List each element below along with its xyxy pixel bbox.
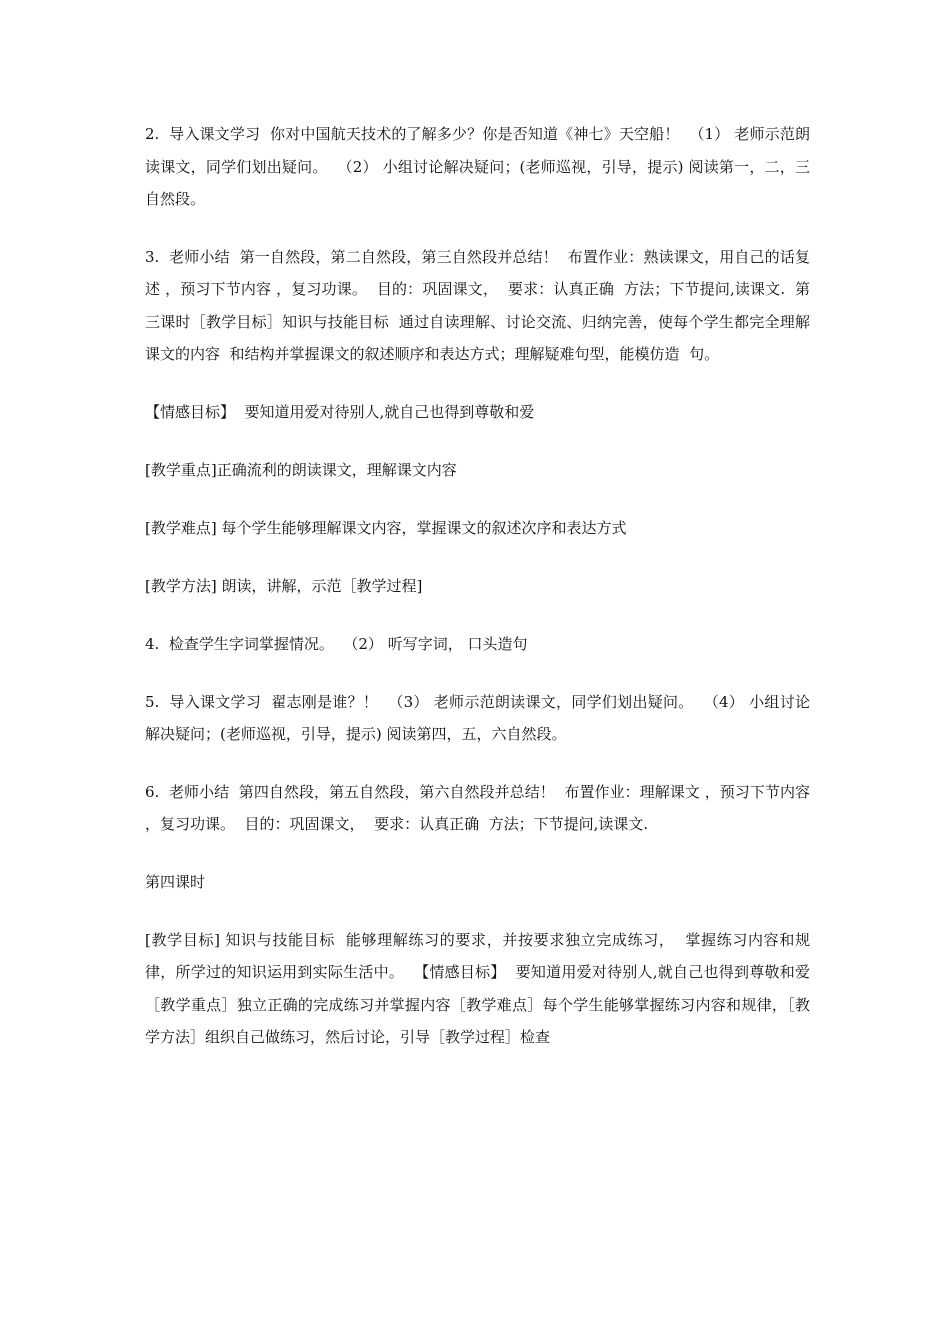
paragraph-item-3: 3. 老师小结 第一自然段，第二自然段，第三自然段并总结！ 布置作业：熟读课文，用自己的话复述 ，预习下节内容 ，复习功课。 目的：巩固课文， 要求：认真正确 方法；下节提问,读课文. 第三课时［教学目标］知识与技能目标 通过自读理解、讨论交流、归纳完善，使每个学生都完全理解课文的内容 和结构并掌握课文的叙述顺序和表达方式；理解疑难句型，能模仿造 句。 [145,247,810,363]
paragraph-teaching-difficulty: [教学难点] 每个学生能够理解课文内容，掌握课文的叙述次序和表达方式 [145,518,627,537]
paragraph-teaching-focus: [教学重点]正确流利的朗读课文，理解课文内容 [145,460,457,479]
paragraph-item-4: 4. 检查学生字词掌握情况。 （2） 听写字词， 口头造句 [145,634,528,653]
paragraph-fourth-lesson-goals: [教学目标] 知识与技能目标 能够理解练习的要求，并按要求独立完成练习， 掌握练习内容和规律，所学过的知识运用到实际生活中。 【情感目标】 要知道用爱对待别人,就自己也得到尊敬和爱［教学重点］独立正确的完成练习并掌握内容［教学难点］每个学生能够掌握练习内容和规律，［教学方法］组织自己做练习，然后讨论，引导［教学过程］检查 [145,930,810,1046]
paragraph-item-2: 2. 导入课文学习 你对中国航天技术的了解多少？你是否知道《神七》天空船！ （1） 老师示范朗读课文，同学们划出疑问。 （2） 小组讨论解决疑问；(老师巡视，引导，提示) 阅读第一，二，三自然段。 [145,125,810,208]
paragraph-teaching-method: [教学方法] 朗读，讲解，示范［教学过程] [145,576,423,595]
document-body [145,118,815,1079]
paragraph-item-6: 6. 老师小结 第四自然段，第五自然段，第六自然段并总结！ 布置作业：理解课文 ，预习下节内容 ，复习功课。 目的：巩固课文， 要求：认真正确 方法；下节提问,读课文. [145,782,815,833]
paragraph-emotion-goal: 【情感目标】 要知道用爱对待别人,就自己也得到尊敬和爱 [145,402,535,421]
section-heading-fourth-lesson: 第四课时 [145,872,206,891]
paragraph-item-5: 5. 导入课文学习 翟志刚是谁？！ （3） 老师示范朗读课文，同学们划出疑问。 （4） 小组讨论解决疑问；(老师巡视，引导，提示) 阅读第四，五，六自然段。 [145,692,810,743]
